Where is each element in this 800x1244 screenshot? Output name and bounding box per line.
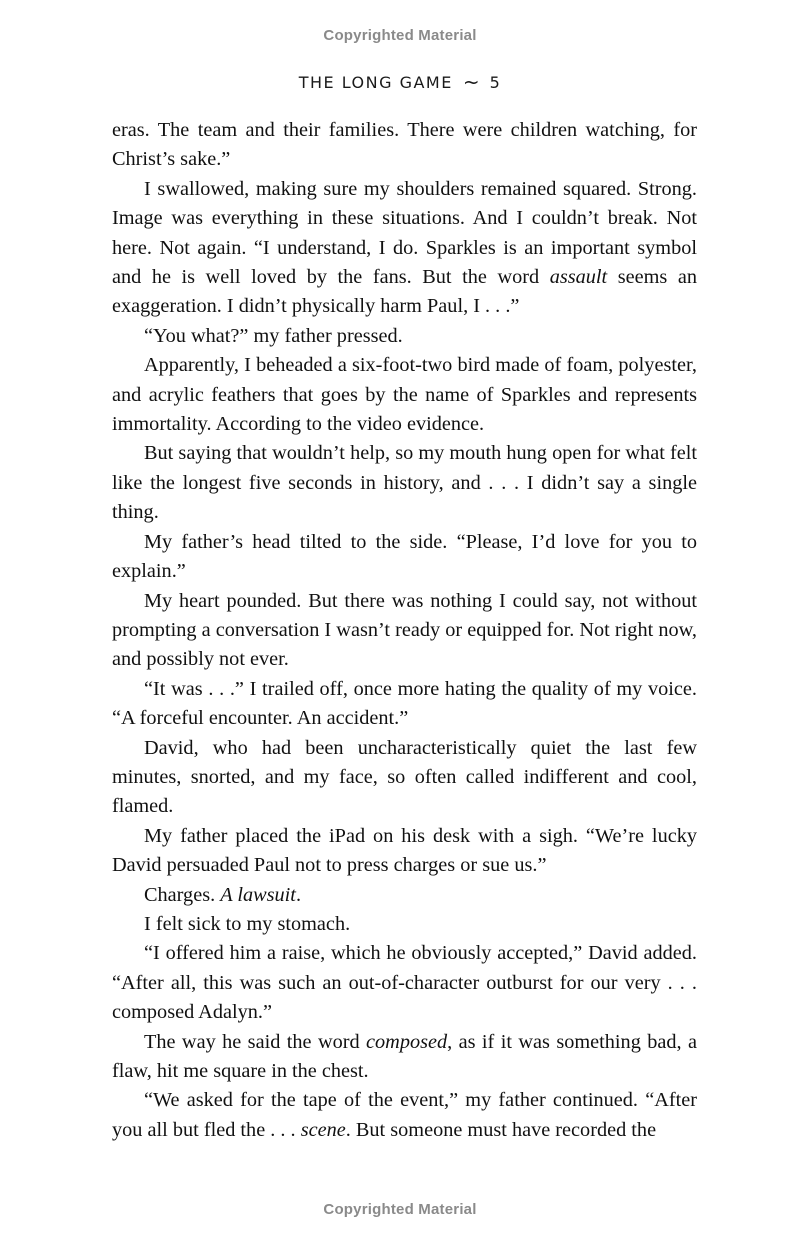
paragraph-2	[112, 175, 697, 322]
paragraph-8: “It was . . .” I trailed off, once more hating the quality of my voice. “A forceful encounter. An accident.”	[112, 677, 697, 730]
book-title: THE LONG GAME	[298, 73, 453, 92]
paragraph-11	[112, 881, 697, 910]
paragraph-2-text-a: I swallowed, making sure my shoulders remained squared. Strong. Image was everything in these situations. And I couldn’t break. Not here. Not again. “I understand, I do. Sparkles is an important symbol and he is well loved by the fans. But the word	[112, 177, 697, 289]
paragraph-9: David, who had been uncharacteristically quiet the last few minutes, snorted, and my face, so often called indifferent and cool, flamed.	[112, 736, 697, 818]
paragraph-11-text-b: .	[295, 883, 302, 906]
paragraph-1: eras. The team and their families. There were children watching, for Christ’s sake.”	[112, 119, 697, 171]
paragraph-14-emphasis: composed	[366, 1030, 448, 1053]
paragraph-15-text-a: “We asked for the tape of the event,” my father continued. “After you all but fled the . . .	[112, 1089, 697, 1141]
copyright-watermark-bottom: Copyrighted Material	[323, 1201, 477, 1218]
paragraph-12: I felt sick to my stomach.	[144, 912, 351, 935]
paragraph-14	[112, 1028, 697, 1087]
paragraph-11-text-a: Charges.	[144, 883, 221, 906]
page-number: 5	[489, 73, 502, 92]
copyright-watermark-top: Copyrighted Material	[323, 27, 477, 44]
paragraph-5: But saying that wouldn’t help, so my mouth hung open for what felt like the longest five seconds in history, and . . . I didn’t say a single thing.	[112, 442, 697, 524]
paragraph-2-emphasis: assault	[549, 266, 608, 289]
paragraph-13: “I offered him a raise, which he obviously accepted,” David added. “After all, this was such an out-of-character outburst for our very . . . composed Adalyn.”	[112, 942, 697, 1024]
paragraph-14-text-b: , as if it was something bad, a flaw, hit me square in the chest.	[112, 1030, 698, 1082]
paragraph-10: My father placed the iPad on his desk with a sigh. “We’re lucky David persuaded Paul not to press charges or sue us.”	[112, 824, 697, 877]
paragraph-6: My father’s head tilted to the side. “Please, I’d love for you to explain.”	[112, 530, 697, 583]
paragraph-11-emphasis: A lawsuit	[220, 883, 296, 906]
header-separator: ~	[462, 70, 480, 94]
paragraph-2-text-b: seems an exaggeration. I didn’t physically harm Paul, I . . .”	[112, 266, 697, 318]
paragraph-14-text-a: The way he said the word	[144, 1030, 367, 1053]
paragraph-7: My heart pounded. But there was nothing I could say, not without prompting a conversation I wasn’t ready or equipped for. Not right now, and possibly not ever.	[112, 589, 697, 671]
paragraph-4: Apparently, I beheaded a six-foot-two bird made of foam, polyester, and acrylic feathers that goes by the name of Sparkles and represents immortality. According to the video evidence.	[112, 354, 697, 436]
paragraph-3: “You what?” my father pressed.	[144, 324, 403, 347]
paragraph-15	[112, 1086, 697, 1145]
running-header	[0, 70, 800, 94]
paragraph-15-text-b: . But someone must have recorded the	[345, 1118, 657, 1141]
page-body-text	[112, 116, 697, 1145]
paragraph-15-emphasis: scene	[300, 1118, 346, 1141]
